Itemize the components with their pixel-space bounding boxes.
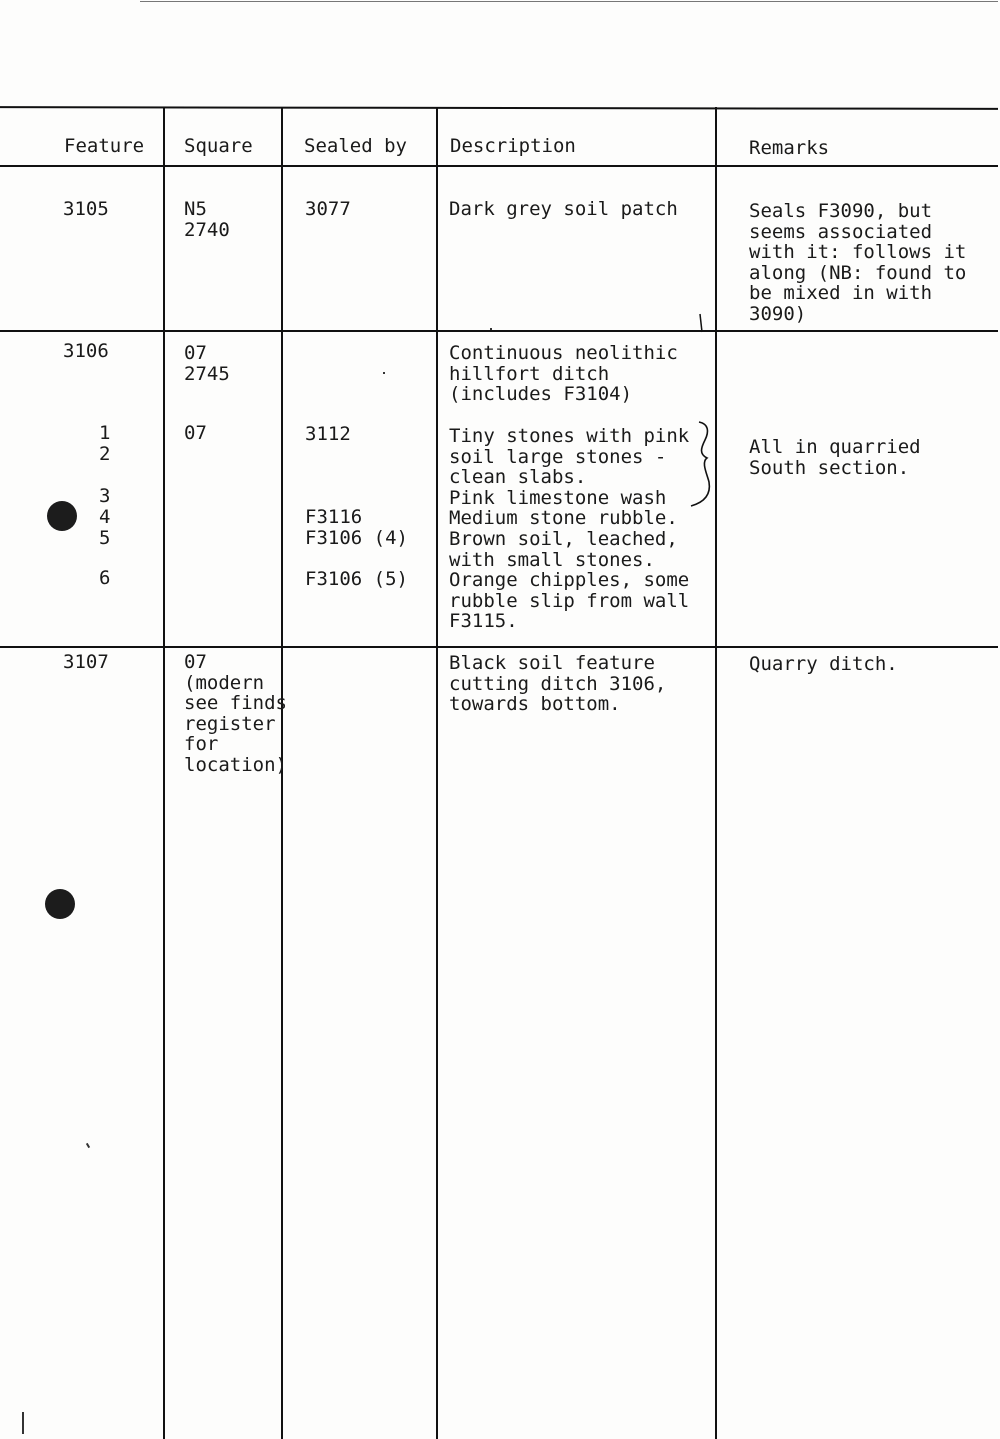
- header-feature: Feature: [64, 135, 145, 157]
- col-divider-description-remarks: [715, 107, 717, 1439]
- header-square: Square: [184, 135, 253, 157]
- top-edge-rule: [140, 1, 998, 2]
- row-3106-square: 07 2745: [184, 342, 230, 385]
- layer-4-sealed-by: F3116: [305, 506, 363, 528]
- header-description: Description: [450, 135, 576, 157]
- row-3105-bottom-border: [0, 330, 998, 332]
- col-divider-feature-square: [163, 107, 165, 1439]
- layer-descriptions: Tiny stones with pink soil large stones - clean slabs. Pink limestone wash Medium stone rubble. Brown soil, leached, with small stones. Orange chipples, some rubble slip from wall F3115.: [449, 425, 690, 633]
- handwritten-brace: [685, 418, 725, 518]
- row-3107-square: 07 (modern see finds register for location): [184, 651, 287, 776]
- speck-mark: [22, 1412, 24, 1434]
- punch-hole-lower: [45, 889, 75, 919]
- handwritten-tick: [697, 312, 705, 334]
- layer-6-sealed-by: F3106 (5): [305, 568, 408, 590]
- row-3105-square: N5 2740: [184, 198, 230, 241]
- row-3105-remarks: Seals F3090, but seems associated with it: follows it along (NB: found to be mixed in with 3090): [749, 200, 967, 325]
- speck-mark: [86, 1143, 90, 1148]
- col-divider-sealed-description: [436, 107, 438, 1439]
- layer-remarks: All in quarried South section.: [749, 436, 921, 479]
- punch-hole-upper: [47, 501, 77, 531]
- layer-number-2: 2: [99, 443, 111, 465]
- row-3105-feature: 3105: [63, 198, 109, 220]
- row-3106-description: Continuous neolithic hillfort ditch (includes F3104): [449, 342, 678, 406]
- row-3107-description: Black soil feature cutting ditch 3106, towards bottom.: [449, 652, 667, 716]
- speck-mark: [383, 372, 385, 374]
- layer-1-sealed-by: 3112: [305, 423, 351, 445]
- header-remarks: Remarks: [749, 137, 830, 159]
- layer-number-4: 4: [99, 506, 111, 528]
- table-top-border: [0, 106, 998, 110]
- row-3105-sealed-by: 3077: [305, 198, 351, 220]
- row-3105-description: Dark grey soil patch: [449, 198, 678, 220]
- speck-mark: [490, 328, 492, 330]
- layer-number-6: 6: [99, 567, 111, 589]
- row-3107-feature: 3107: [63, 651, 109, 673]
- layer-number-5: 5: [99, 527, 111, 549]
- header-bottom-border: [0, 165, 998, 167]
- row-3106-bottom-border: [0, 646, 998, 648]
- layer-5-sealed-by: F3106 (4): [305, 527, 408, 549]
- layer-square: 07: [184, 422, 207, 444]
- layer-number-1: 1: [99, 422, 111, 444]
- row-3107-remarks: Quarry ditch.: [749, 653, 898, 675]
- row-3106-feature: 3106: [63, 340, 109, 362]
- layer-number-3: 3: [99, 485, 111, 507]
- header-sealed-by: Sealed by: [304, 135, 407, 157]
